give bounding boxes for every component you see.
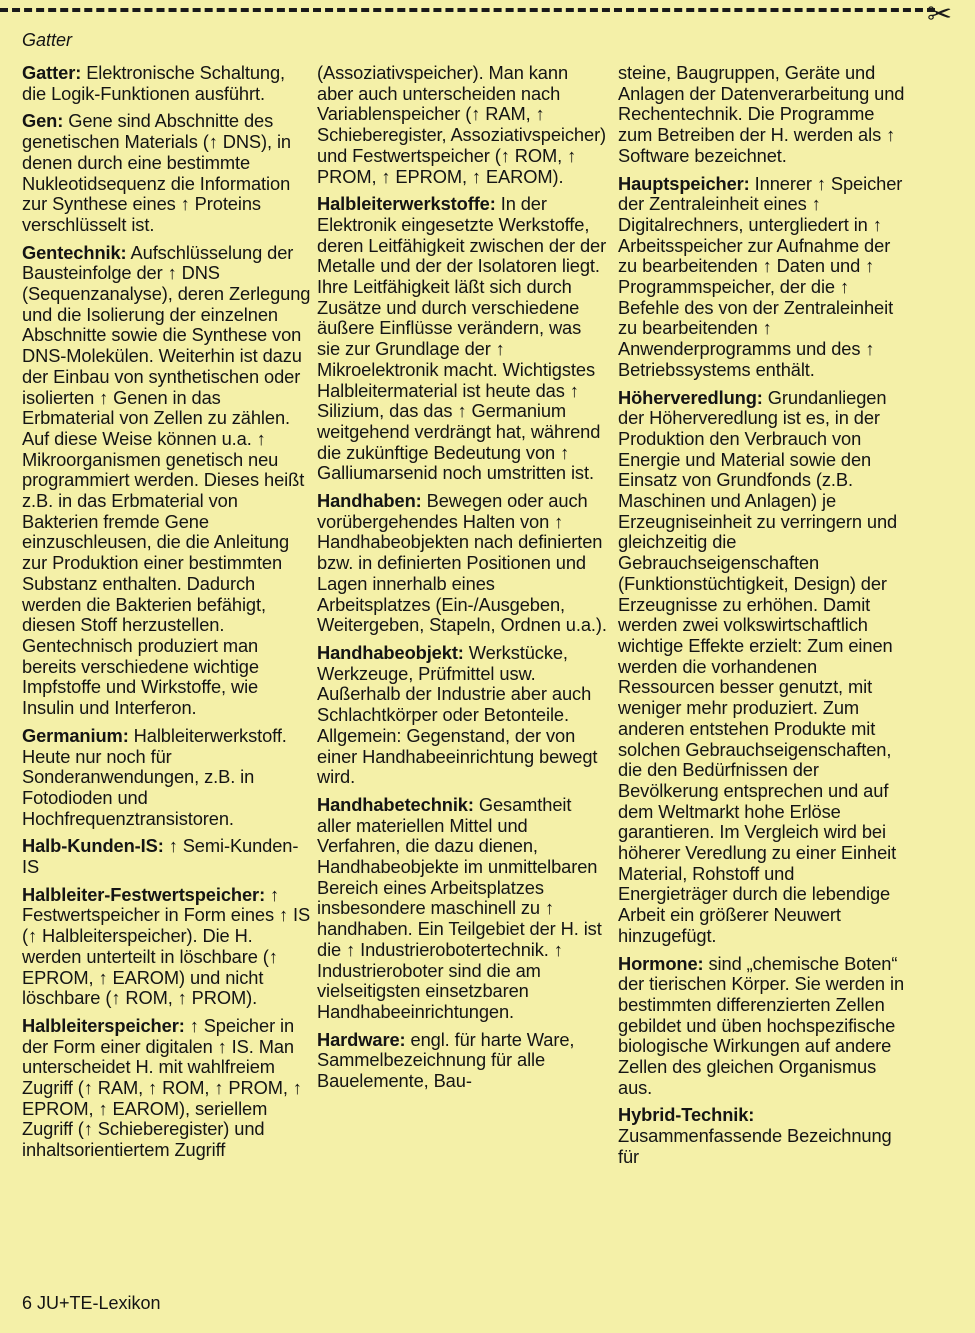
column-2 <box>317 63 607 1099</box>
lexicon-entry <box>22 63 312 104</box>
entry-term: Handhaben: <box>317 490 422 512</box>
lexicon-entry <box>618 63 908 167</box>
lexicon-entry <box>618 174 908 381</box>
entry-text: engl. für harte Ware, Sammelbezeichnung für alle Bauelemente, Bau- <box>317 1028 575 1092</box>
entry-term: Höherveredlung: <box>618 386 763 408</box>
entry-text: Gesamtheit aller materiellen Mittel und Verfahren, die dazu dienen, Handhabeobjekte im unmittelbaren Bereich eines Arbeitsplatzes insbesondere maschinell zu ↑ handhaben. Ein Teilgebiet der H. ist die ↑ Industrierobotertechnik. ↑ Industrieroboter sind die am vielseitigsten einsetzbaren Handhabeeinrichtungen. <box>317 793 602 1022</box>
entry-term: Halbleiterwerkstoffe: <box>317 193 496 215</box>
lexicon-entry <box>618 388 908 947</box>
entry-text: ↑ Semi-Kunden-IS <box>22 835 299 878</box>
entry-term: Germanium: <box>22 724 129 746</box>
entry-term: Hauptspeicher: <box>618 172 750 194</box>
lexicon-entry <box>317 1030 607 1092</box>
entry-text: steine, Baugruppen, Geräte und Anlagen der Datenverarbeitung und Rechentechnik. Die Programme zum Betreiben der H. werden als ↑ Software bezeichnet. <box>618 62 905 166</box>
entry-text: sind „chemische Boten“ der tierischen Körper. Sie werden in bestimmten differenzierten Zellen gebildet und üben hochspezifische biologische Wirkungen auf andere Zellen des gleichen Organismus aus. <box>618 952 905 1098</box>
entry-text: Gene sind Abschnitte des genetischen Materials (↑ DNS), in denen durch eine bestimmte Nukleotidsequenz die Information zur Synthese eines ↑ Proteins verschlüsselt ist. <box>22 110 291 235</box>
entry-term: Gatter: <box>22 62 82 83</box>
lexicon-entry <box>618 1105 908 1167</box>
lexicon-entry <box>22 243 312 719</box>
lexicon-entry <box>317 491 607 636</box>
lexicon-entry <box>22 726 312 830</box>
page-footer: 6 JU+TE-Lexikon <box>22 1293 161 1313</box>
entry-term: Hardware: <box>317 1028 406 1050</box>
entry-term: Handhabetechnik: <box>317 793 474 815</box>
running-head: Gatter <box>22 30 73 50</box>
column-1 <box>22 63 312 1168</box>
entry-text: Zusammenfassende Bezeichnung für <box>618 1125 892 1167</box>
lexicon-entry <box>22 111 312 235</box>
column-3 <box>618 63 908 1175</box>
entry-text: ↑ Festwertspeicher in Form eines ↑ IS (↑ Halbleiterspeicher). Die H. werden unterteilt in löschbare (↑ EPROM, ↑ EAROM) und nicht löschbare (↑ ROM, ↑ PROM). <box>22 883 311 1009</box>
entry-text: Bewegen oder auch vorübergehendes Halten von ↑ Handhabeobjekten nach definierten bzw. in definierten Positionen und Lagen innerhalb eines Arbeitsplatzes (Ein-/Ausgeben, Weitergeben, Stapeln, Ordnen u.a.). <box>317 490 607 636</box>
entry-term: Hybrid-Technik: <box>618 1104 755 1126</box>
entry-text: Innerer ↑ Speicher der Zentraleinheit eines ↑ Digitalrechners, untergliedert in ↑ Arbeitsspeicher zur Aufnahme der zu bearbeitenden ↑ Daten und ↑ Programmspeicher, der die ↑ Befehle des von der Zentraleinheit zu bearbeitenden ↑ Anwenderprogramms und des ↑ Betriebssystems enthält. <box>618 172 903 380</box>
entry-text: ↑ Speicher in der Form einer digitalen ↑ IS. Man unterscheidet H. mit wahlfreiem Zugriff (↑ RAM, ↑ ROM, ↑ PROM, ↑ EPROM, ↑ EAROM), seriellem Zugriff (↑ Schieberegister) und inhaltsorientiertem Zugriff <box>22 1014 302 1161</box>
entry-term: Halb-Kunden-IS: <box>22 835 164 857</box>
lexicon-entry <box>618 954 908 1099</box>
entry-term: Gentechnik: <box>22 241 127 263</box>
scissors-icon: ✂ <box>927 0 953 32</box>
lexicon-entry <box>317 194 607 484</box>
lexicon-entry <box>317 643 607 788</box>
entry-term: Hormone: <box>618 952 704 974</box>
lexicon-entry <box>317 795 607 1023</box>
lexicon-entry <box>22 885 312 1009</box>
entry-text: (Assoziativspeicher). Man kann aber auch unterscheiden nach Variablenspeicher (↑ RAM, ↑ Schieberegister, Assoziativspeicher) und Festwertspeicher (↑ ROM, ↑ PROM, ↑ EPROM, ↑ EAROM). <box>317 62 607 187</box>
entry-text: Aufschlüsselung der Bausteinfolge der ↑ DNS (Sequenzanalyse), deren Zerlegung und die Isolierung der einzelnen Abschnitte sowie die Synthese von DNS-Molekülen. Weiterhin ist dazu der Einbau von synthetischen oder isolierten ↑ Genen in das Erbmaterial von Zellen zu zählen. Auf diese Weise können u.a. ↑ Mikroorganismen genetisch neu programmiert werden. Dieses heißt z.B. in das Erbmaterial von Bakterien fremde Gene einzuschleusen, die die Anleitung zur Produktion einer bestimmten Substanz enthalten. Dadurch werden die Bakterien befähigt, diesen Stoff herzustellen. Gentechnisch produziert man bereits verschiedene wichtige Impfstoffe und Wirkstoffe, wie Insulin und Interferon. <box>22 241 311 719</box>
entry-text: Elektronische Schaltung, die Logik-Funktionen ausführt. <box>22 62 286 104</box>
entry-term: Handhabeobjekt: <box>317 641 464 663</box>
lexicon-entry <box>22 1016 312 1161</box>
entry-term: Gen: <box>22 110 64 132</box>
cut-line <box>0 8 935 12</box>
entry-term: Halbleiterspeicher: <box>22 1014 185 1036</box>
entry-text: In der Elektronik eingesetzte Werkstoffe, deren Leitfähigkeit zwischen der der Metalle und der der Isolatoren liegt. Ihre Leitfähigkeit läßt sich durch Zusätze und durch verschiedene äußere Einflüsse verändern, was sie zur Grundlage der ↑ Mikroelektronik macht. Wichtigstes Halbleitermaterial ist heute das ↑ Silizium, das das ↑ Germanium weitgehend verdrängt hat, während die zukünftige Bedeutung von ↑ Galliumarsenid noch umstritten ist. <box>317 193 607 484</box>
entry-text: Halbleiterwerkstoff. Heute nur noch für Sonderanwendungen, z.B. in Fotodioden und Hochfrequenztransistoren. <box>22 724 287 829</box>
entry-text: Grundanliegen der Höherveredlung ist es, in der Produktion den Verbrauch von Energie und Material sowie den Einsatz von Grundfonds (z.B. Maschinen und Anlagen) je Erzeugniseinheit zu verringern und gleichzeitig die Gebrauchseigenschaften (Funktionstüchtigkeit, Design) der Erzeugnisse zu erhöhen. Damit werden zwei volkswirtschaftlich wichtige Effekte erzielt: Zum einen werden die vorhandenen Ressourcen besser genutzt, mit weniger mehr produziert. Zum anderen entstehen Produkte mit solchen Gebrauchseigenschaften, die den Bedürfnissen der Bevölkerung entsprechen und auf dem Weltmarkt hohe Erlöse garantieren. Im Vergleich wird bei höherer Veredlung zu einer Einheit Material, Rohstoff und Energieträger durch die lebendige Arbeit ein größerer Neuwert hinzugefügt. <box>618 386 898 946</box>
entry-text: Werkstücke, Werkzeuge, Prüfmittel usw. Außerhalb der Industrie aber auch Schlachtkörper oder Betonteile. Allgemein: Gegenstand, der von einer Handhabeeinrichtung bewegt wird. <box>317 641 598 788</box>
lexicon-entry <box>317 63 607 187</box>
entry-term: Halbleiter-Festwertspeicher: <box>22 883 266 905</box>
lexicon-entry <box>22 836 312 877</box>
